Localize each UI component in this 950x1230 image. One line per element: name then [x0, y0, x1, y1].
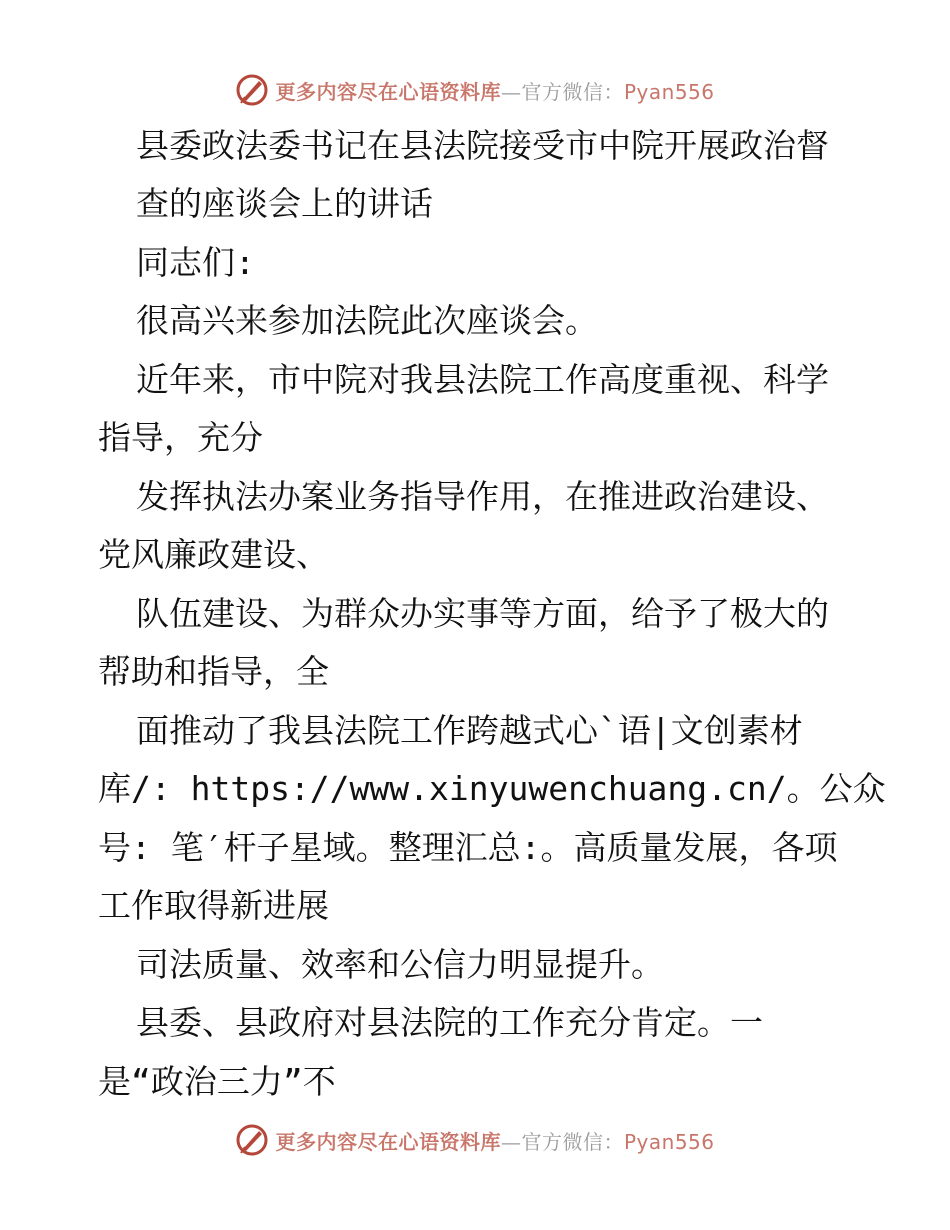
doc-line: 库/: https://www.xinyuwenchuang.cn/。公众: [98, 769, 886, 808]
quill-logo-icon: [235, 1123, 269, 1157]
header-banner: [0, 70, 950, 110]
doc-line: 面推动了我县法院工作跨越式心`语|文创素材: [136, 711, 803, 750]
doc-line: 工作取得新进展: [98, 886, 329, 925]
doc-line: 县委政法委书记在县法院接受市中院开展政治督: [136, 126, 829, 165]
doc-line: 队伍建设、为群众办实事等方面，给予了极大的: [136, 594, 829, 633]
doc-line: 号: 笔′杆子星域。整理汇总:。高质量发展，各项: [98, 828, 838, 867]
doc-line: 查的座谈会上的讲话: [136, 184, 433, 223]
doc-line: 党风廉政建设、: [98, 535, 329, 574]
footer-banner: [0, 1120, 950, 1160]
footer-banner-text: 更多内容尽在心语资料库—官方微信：Pyan556: [275, 1129, 715, 1154]
doc-line: 同志们:: [136, 243, 255, 282]
doc-line: 县委、县政府对县法院的工作充分肯定。一: [136, 1003, 763, 1042]
doc-line: 司法质量、效率和公信力明显提升。: [136, 945, 664, 984]
doc-line: 很高兴来参加法院此次座谈会。: [136, 301, 598, 340]
header-banner-text: 更多内容尽在心语资料库—官方微信：Pyan556: [275, 79, 715, 104]
doc-line: 帮助和指导，全: [98, 652, 329, 691]
doc-line: 是“政治三力”不: [98, 1062, 336, 1101]
doc-line: 发挥执法办案业务指导作用，在推进政治建设、: [136, 477, 829, 516]
doc-line: 近年来，市中院对我县法院工作高度重视、科学: [136, 360, 829, 399]
doc-line: 指导，充分: [98, 418, 263, 457]
quill-logo-icon: [235, 73, 269, 107]
